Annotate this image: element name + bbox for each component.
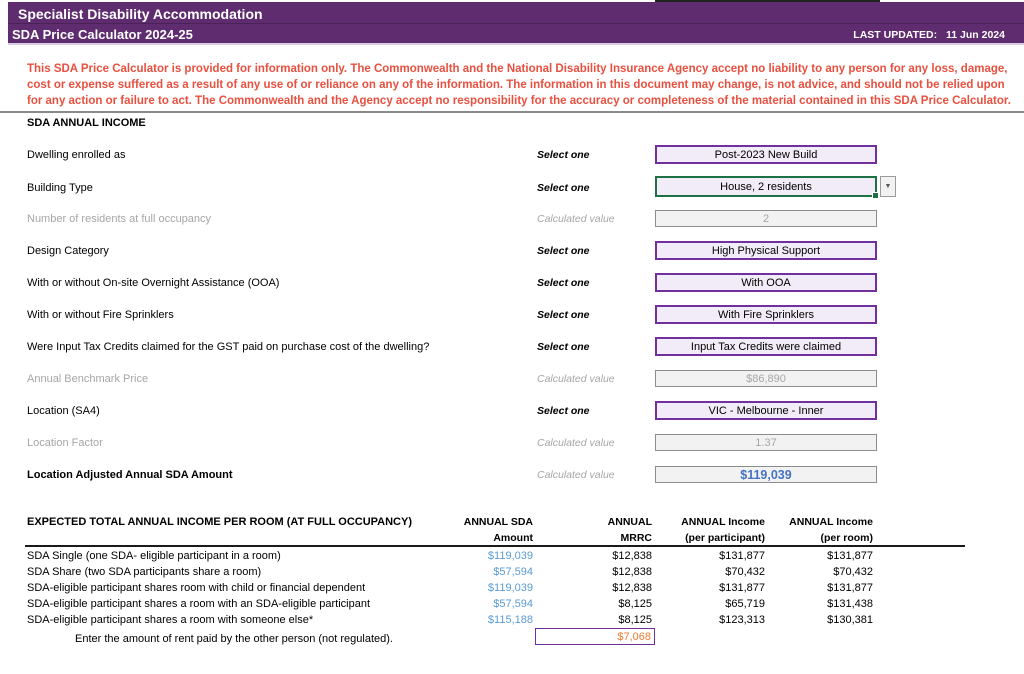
field-hint: Calculated value — [537, 437, 615, 449]
annual-mrrc-cell: $12,838 — [612, 550, 652, 562]
form-row-location-factor — [0, 434, 1024, 456]
field-label: Building Type — [27, 182, 93, 194]
field-label: Location (SA4) — [27, 405, 100, 417]
income-per-participant-cell: $131,877 — [719, 550, 765, 562]
form-row-benchmark-price — [0, 370, 1024, 392]
table-title: EXPECTED TOTAL ANNUAL INCOME PER ROOM (AT FULL OCCUPANCY) — [27, 516, 413, 528]
table-row: SDA-eligible participant shares a room with someone else* $115,188 $8,125 $123,313 $130,381 — [27, 614, 873, 626]
annual-sda-amount-cell: $57,594 — [493, 598, 533, 610]
rent-input-label: Enter the amount of rent paid by the other person (not regulated). — [75, 633, 393, 645]
table-row: SDA Share (two SDA participants share a room) $57,594 $12,838 $70,432 $70,432 — [27, 566, 873, 578]
form-row-location — [0, 402, 1024, 424]
income-per-room-cell: $70,432 — [833, 566, 873, 578]
field-hint: Select one — [537, 341, 590, 353]
annual-mrrc-cell: $12,838 — [612, 582, 652, 594]
table-row: SDA-eligible participant shares room with child or financial dependent $119,039 $12,838 $131,877 $131,877 — [27, 582, 873, 594]
field-hint: Calculated value — [537, 213, 615, 225]
form-row-fire-sprinklers — [0, 306, 1024, 328]
field-label: Design Category — [27, 245, 109, 257]
income-per-participant-cell: $131,877 — [719, 582, 765, 594]
income-per-participant-cell: $65,719 — [725, 598, 765, 610]
form-row-adjusted-sda-amount — [0, 466, 1024, 488]
annual-mrrc-cell: $8,125 — [618, 598, 652, 610]
design-category-select[interactable]: High Physical Support — [655, 241, 877, 260]
page-header — [8, 2, 1024, 45]
last-updated — [853, 29, 1005, 41]
income-per-room-cell: $131,438 — [827, 598, 873, 610]
page-title: Specialist Disability Accommodation — [18, 6, 263, 22]
income-per-room-cell: $130,381 — [827, 614, 873, 626]
page-subtitle: SDA Price Calculator 2024-25 — [12, 27, 193, 42]
rent-amount-input[interactable]: $7,068 — [535, 628, 655, 645]
form-row-design-category — [0, 242, 1024, 264]
form-row-residents — [0, 210, 1024, 232]
table-row: SDA-eligible participant shares a room with an SDA-eligible participant $57,594 $8,125 $65,719 $131,438 — [27, 598, 873, 610]
annual-sda-amount-cell: $57,594 — [493, 566, 533, 578]
adjusted-sda-amount-value: $119,039 — [655, 466, 877, 483]
dwelling-enrolled-select[interactable]: Post-2023 New Build — [655, 145, 877, 164]
building-type-select[interactable]: House, 2 residents — [655, 176, 877, 197]
table-header-rule — [25, 545, 965, 547]
building-type-dropdown-button[interactable] — [880, 176, 896, 197]
section-divider — [0, 111, 1024, 113]
annual-mrrc-cell: $12,838 — [612, 566, 652, 578]
column-header-annual-mrrc: ANNUAL MRRC — [607, 516, 652, 544]
field-hint: Select one — [537, 309, 590, 321]
table-row: SDA Single (one SDA- eligible participant in a room) $119,039 $12,838 $131,877 $131,877 — [27, 550, 873, 562]
ooa-select[interactable]: With OOA — [655, 273, 877, 292]
annual-sda-amount-cell: $119,039 — [487, 582, 533, 594]
last-updated-label: LAST UPDATED: — [853, 29, 938, 41]
field-hint: Select one — [537, 277, 590, 289]
annual-sda-amount-cell: $115,188 — [487, 614, 533, 626]
column-header-annual-sda: ANNUAL SDA Amount — [463, 516, 533, 544]
annual-sda-amount-cell: $119,039 — [487, 550, 533, 562]
fire-sprinklers-select[interactable]: With Fire Sprinklers — [655, 305, 877, 324]
field-label: Dwelling enrolled as — [27, 149, 126, 161]
income-per-participant-cell: $123,313 — [719, 614, 765, 626]
field-hint: Select one — [537, 405, 590, 417]
field-label: Number of residents at full occupancy — [27, 213, 212, 225]
field-label: With or without On-site Overnight Assistance (OOA) — [27, 277, 280, 289]
field-label: With or without Fire Sprinklers — [27, 309, 174, 321]
section-title: SDA ANNUAL INCOME — [27, 117, 146, 129]
field-label: Location Factor — [27, 437, 103, 449]
dropdown-arrow-icon: ▼ — [884, 183, 892, 190]
field-hint: Select one — [537, 182, 590, 194]
residents-calculated-value: 2 — [655, 210, 877, 227]
field-label: Annual Benchmark Price — [27, 373, 149, 385]
location-sa4-select[interactable]: VIC - Melbourne - Inner — [655, 401, 877, 420]
disclaimer-text: This SDA Price Calculator is provided for information only. The Commonwealth and the National Disability Insurance Agency accept no liability to any person for any loss, damage, cost or expense suffered as a result of any use of or reliance on any of the information. The information in this document may change, is not advice, and should not be relied upon for any action or failure to act. The Commonwealth and the Agency accept no responsibility for the accuracy or completeness of the material contained in this SDA Price Calculator. — [27, 63, 1011, 107]
form-row-building-type — [0, 179, 1024, 201]
input-tax-credits-select[interactable]: Input Tax Credits were claimed — [655, 337, 877, 356]
field-hint: Select one — [537, 149, 590, 161]
benchmark-price-calculated-value: $86,890 — [655, 370, 877, 387]
form-row-input-tax-credits — [0, 338, 1024, 360]
income-per-participant-cell: $70,432 — [725, 566, 765, 578]
field-hint: Calculated value — [537, 469, 615, 481]
column-header-income-per-participant: ANNUAL Income (per participant) — [681, 516, 765, 544]
field-label: Location Adjusted Annual SDA Amount — [27, 469, 233, 481]
column-header-income-per-room: ANNUAL Income (per room) — [789, 516, 873, 544]
header-divider — [8, 23, 1024, 24]
income-per-room-cell: $131,877 — [827, 582, 873, 594]
annual-mrrc-cell: $8,125 — [618, 614, 652, 626]
last-updated-value: 11 Jun 2024 — [946, 29, 1005, 41]
location-factor-calculated-value: 1.37 — [655, 434, 877, 451]
field-hint: Calculated value — [537, 373, 615, 385]
income-per-room-cell: $131,877 — [827, 550, 873, 562]
form-row-ooa — [0, 274, 1024, 296]
field-hint: Select one — [537, 245, 590, 257]
field-label: Were Input Tax Credits claimed for the GST paid on purchase cost of the dwelling? — [27, 341, 430, 353]
form-row-dwelling-enrolled — [0, 146, 1024, 168]
